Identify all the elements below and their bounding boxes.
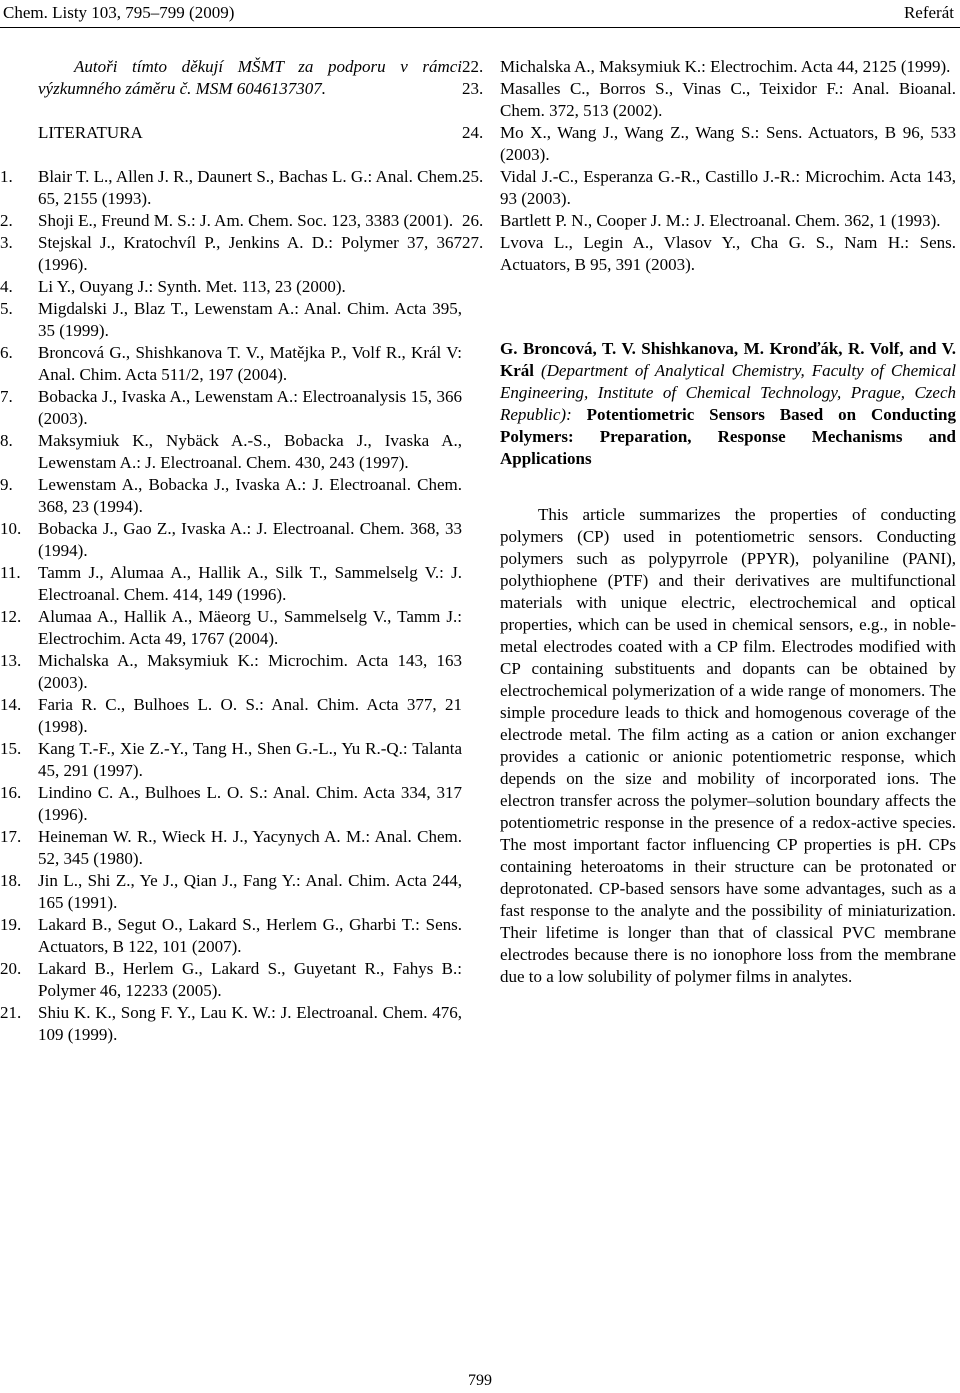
journal-citation: Chem. Listy 103, 795–799 (2009) bbox=[3, 3, 235, 22]
reference-text: Jin L., Shi Z., Ye J., Qian J., Fang Y.: Anal. Chim. Acta 244, 165 (1991). bbox=[38, 871, 462, 912]
reference-text: Faria R. C., Bulhoes L. O. S.: Anal. Chim. Acta 377, 21 (1998). bbox=[38, 695, 462, 736]
reference-item bbox=[0, 232, 462, 276]
reference-item bbox=[0, 166, 462, 210]
running-header bbox=[0, 0, 960, 30]
reference-item bbox=[0, 386, 462, 430]
reference-item bbox=[0, 210, 462, 232]
reference-text: Blair T. L., Allen J. R., Daunert S., Bachas L. G.: Anal. Chem. 65, 2155 (1993). bbox=[38, 167, 462, 208]
reference-number: 13. bbox=[0, 651, 22, 670]
reference-item bbox=[0, 826, 462, 870]
abstract-authors: G. Broncová, T. V. Shishkanova, M. Kronďák, R. Volf, and V. Král bbox=[500, 339, 956, 380]
reference-list-right bbox=[462, 56, 956, 276]
reference-number: 11. bbox=[0, 563, 21, 582]
reference-text: Maksymiuk K., Nybäck A.-S., Bobacka J., Ivaska A., Lewenstam A.: J. Electroanal. Chem. 430, 243 (1997). bbox=[38, 431, 462, 472]
reference-item bbox=[0, 276, 462, 298]
reference-number: 16. bbox=[0, 783, 22, 802]
reference-number: 1. bbox=[0, 167, 13, 186]
abstract-heading bbox=[500, 338, 956, 470]
reference-number: 18. bbox=[0, 871, 22, 890]
reference-item bbox=[0, 782, 462, 826]
right-column bbox=[462, 56, 957, 988]
reference-number: 12. bbox=[0, 607, 22, 626]
reference-number: 21. bbox=[0, 1003, 22, 1022]
reference-number: 24. bbox=[462, 123, 484, 142]
reference-item bbox=[0, 518, 462, 562]
reference-text: Stejskal J., Kratochvíl P., Jenkins A. D.: Polymer 37, 367 (1996). bbox=[38, 233, 462, 274]
reference-text: Bobacka J., Gao Z., Ivaska A.: J. Electroanal. Chem. 368, 33 (1994). bbox=[38, 519, 462, 560]
reference-item bbox=[0, 958, 462, 1002]
abstract-title: Potentiometric Sensors Based on Conducting Polymers: Preparation, Response Mechanisms and Applications bbox=[500, 405, 957, 468]
reference-number: 3. bbox=[0, 233, 13, 252]
reference-number: 14. bbox=[0, 695, 22, 714]
reference-number: 19. bbox=[0, 915, 22, 934]
reference-item bbox=[462, 166, 956, 210]
reference-number: 15. bbox=[0, 739, 22, 758]
reference-item bbox=[462, 210, 956, 232]
acknowledgement: Autoři tímto děkují MŠMT za podporu v rámci výzkumného záměru č. MSM 6046137307. bbox=[38, 57, 462, 98]
reference-item bbox=[462, 78, 956, 122]
reference-text: Li Y., Ouyang J.: Synth. Met. 113, 23 (2000). bbox=[38, 277, 346, 296]
reference-text: Shoji E., Freund M. S.: J. Am. Chem. Soc. 123, 3383 (2001). bbox=[38, 211, 454, 230]
reference-item bbox=[0, 298, 462, 342]
reference-item bbox=[0, 562, 462, 606]
reference-number: 17. bbox=[0, 827, 22, 846]
reference-item bbox=[462, 122, 956, 166]
left-column bbox=[0, 56, 462, 1046]
reference-text: Shiu K. K., Song F. Y., Lau K. W.: J. Electroanal. Chem. 476, 109 (1999). bbox=[38, 1003, 462, 1044]
reference-item bbox=[0, 914, 462, 958]
reference-text: Vidal J.-C., Esperanza G.-R., Castillo J.-R.: Microchim. Acta 143, 93 (2003). bbox=[500, 167, 956, 208]
reference-list-left bbox=[0, 166, 462, 1046]
header-rule bbox=[0, 27, 960, 28]
reference-item bbox=[0, 1002, 462, 1046]
reference-item bbox=[0, 474, 462, 518]
reference-text: Migdalski J., Blaz T., Lewenstam A.: Anal. Chim. Acta 395, 35 (1999). bbox=[38, 299, 462, 340]
reference-number: 8. bbox=[0, 431, 13, 450]
reference-text: Lakard B., Herlem G., Lakard S., Guyetant R., Fahys B.: Polymer 46, 12233 (2005). bbox=[38, 959, 462, 1000]
reference-text: Michalska A., Maksymiuk K.: Electrochim. Acta 44, 2125 (1999). bbox=[500, 57, 951, 76]
reference-number: 22. bbox=[462, 57, 484, 76]
reference-text: Broncová G., Shishkanova T. V., Matějka P., Volf R., Král V: Anal. Chim. Acta 511/2, 197 (2004). bbox=[38, 343, 462, 384]
reference-number: 27. bbox=[462, 233, 484, 252]
reference-text: Kang T.-F., Xie Z.-Y., Tang H., Shen G.-L., Yu R.-Q.: Talanta 45, 291 (1997). bbox=[38, 739, 462, 780]
reference-text: Bobacka J., Ivaska A., Lewenstam A.: Electroanalysis 15, 366 (2003). bbox=[38, 387, 462, 428]
reference-number: 5. bbox=[0, 299, 13, 318]
section-label: Referát bbox=[903, 3, 954, 22]
reference-text: Mo X., Wang J., Wang Z., Wang S.: Sens. Actuators, B 96, 533 (2003). bbox=[500, 123, 956, 164]
reference-number: 10. bbox=[0, 519, 22, 538]
reference-number: 9. bbox=[0, 475, 13, 494]
reference-text: Alumaa A., Hallik A., Mäeorg U., Sammelselg V., Tamm J.: Electrochim. Acta 49, 1767 (2004). bbox=[38, 607, 462, 648]
reference-number: 25. bbox=[462, 167, 484, 186]
reference-number: 26. bbox=[462, 211, 484, 230]
reference-item bbox=[0, 430, 462, 474]
reference-text: Lindino C. A., Bulhoes L. O. S.: Anal. Chim. Acta 334, 317 (1996). bbox=[38, 783, 462, 824]
reference-item bbox=[462, 232, 956, 276]
literature-heading: LITERATURA bbox=[38, 123, 143, 142]
reference-text: Heineman W. R., Wieck H. J., Yacynych A. M.: Anal. Chem. 52, 345 (1980). bbox=[38, 827, 462, 868]
reference-item bbox=[0, 694, 462, 738]
reference-item bbox=[0, 870, 462, 914]
reference-number: 4. bbox=[0, 277, 13, 296]
reference-number: 7. bbox=[0, 387, 13, 406]
abstract-affiliation: (Department of Analytical Chemistry, Faculty of Chemical Engineering, Institute of Chemical Technology, Prague, Czech Republic): bbox=[500, 361, 956, 424]
abstract-body: This article summarizes the properties of conducting polymers (CP) used in potentiometric sensors. Conducting polymers such as polypyrrole (PPYR), polyaniline (PANI), polythiophene (PTF) and their derivatives are multifunctional materials with unique electric, electrochemical and optical properties, which can be used in chemical sensors, e.g., in noble-metal electrodes coated with a CP film. Electrodes modified with CP containing substituents and dopants can be obtained by electrochemical polymerization of a wide range of monomers. The simple procedure leads to thick and homogenous coverage of the electrode metal. The film acting as a cation or anion exchanger provides a cationic or anionic potentiometric response, which depends on the size and mobility of incorporated ions. The electron transfer across the polymer–solution boundary affects the potentiometric response in the presence of a redox-active species. The most important factor influencing CP properties is pH. CPs containing heteroatoms in their structure can be protonated or deprotonated. CP-based sensors have some advantages, such as a fast response to the analyte and the possibility of miniaturization. Their lifetime is longer than that of classical PVC membrane electrodes because there is no ionophore loss from the membrane due to a low solubility of polymer films in analytes. bbox=[500, 505, 956, 986]
reference-text: Bartlett P. N., Cooper J. M.: J. Electroanal. Chem. 362, 1 (1993). bbox=[500, 211, 941, 230]
reference-item bbox=[0, 342, 462, 386]
page-number: 799 bbox=[468, 1372, 492, 1389]
reference-item bbox=[462, 56, 956, 78]
reference-text: Lewenstam A., Bobacka J., Ivaska A.: J. Electroanal. Chem. 368, 23 (1994). bbox=[38, 475, 462, 516]
reference-text: Masalles C., Borros S., Vinas C., Teixidor F.: Anal. Bioanal. Chem. 372, 513 (2002). bbox=[500, 79, 956, 120]
reference-number: 6. bbox=[0, 343, 13, 362]
reference-number: 20. bbox=[0, 959, 22, 978]
reference-text: Lakard B., Segut O., Lakard S., Herlem G., Gharbi T.: Sens. Actuators, B 122, 101 (2007). bbox=[38, 915, 462, 956]
reference-text: Michalska A., Maksymiuk K.: Microchim. Acta 143, 163 (2003). bbox=[38, 651, 462, 692]
reference-text: Tamm J., Alumaa A., Hallik A., Silk T., Sammelselg V.: J. Electroanal. Chem. 414, 149 (1996). bbox=[38, 563, 462, 604]
reference-number: 23. bbox=[462, 79, 484, 98]
reference-item bbox=[0, 650, 462, 694]
reference-text: Lvova L., Legin A., Vlasov Y., Cha G. S., Nam H.: Sens. Actuators, B 95, 391 (2003). bbox=[500, 233, 956, 274]
reference-item bbox=[0, 606, 462, 650]
reference-item bbox=[0, 738, 462, 782]
reference-number: 2. bbox=[0, 211, 13, 230]
